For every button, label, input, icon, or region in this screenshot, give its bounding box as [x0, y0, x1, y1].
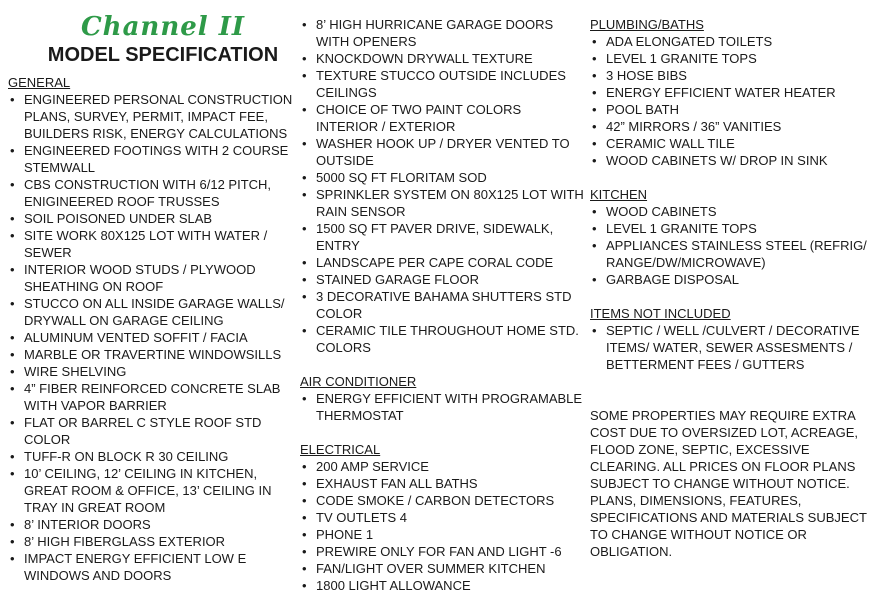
right-column	[590, 16, 880, 560]
spacer	[590, 373, 880, 390]
section-heading-air-conditioner: AIR CONDITIONER	[300, 374, 417, 389]
plumbing-list	[590, 33, 880, 169]
left-column	[8, 0, 296, 584]
section-heading-electrical: ELECTRICAL	[300, 442, 381, 457]
kitchen-list	[590, 203, 880, 288]
list-item: • 1500 SQ FT PAVER DRIVE, SIDEWALK, ENTRY	[300, 220, 585, 254]
list-item: • WASHER HOOK UP / DRYER VENTED TO OUTSIDE	[300, 135, 585, 169]
list-item: • 3 HOSE BIBS	[590, 67, 880, 84]
list-item: • 10’ CEILING, 12’ CEILING IN KITCHEN, GREAT ROOM & OFFICE, 13’ CEILING IN TRAY IN GREAT ROOM	[8, 465, 296, 516]
middle-column	[300, 16, 585, 594]
list-item: • ENERGY EFFICIENT WITH PROGRAMABLE THERMOSTAT	[300, 390, 585, 424]
spacer	[590, 390, 880, 407]
list-item: • PHONE 1	[300, 526, 585, 543]
list-item: • 200 AMP SERVICE	[300, 458, 585, 475]
list-item: • CHOICE OF TWO PAINT COLORS INTERIOR / EXTERIOR	[300, 101, 585, 135]
list-item: • SOIL POISONED UNDER SLAB	[8, 210, 296, 227]
list-item: • ENGINEERED FOOTINGS WITH 2 COURSE STEMWALL	[8, 142, 296, 176]
air-conditioner-list	[300, 390, 585, 424]
disclaimer-text: SOME PROPERTIES MAY REQUIRE EXTRA COST DUE TO OVERSIZED LOT, ACREAGE, FLOOD ZONE, SEPTIC, EXCESSIVE CLEARING. ALL PRICES ON FLOOR PLANS SUBJECT TO CHANGE WITHOUT NOTICE. PLANS, DIMENSIONS, FEATURES, SPECIFICATIONS AND MATERIALS SUBJECT TO CHANGE WITHOUT NOTICE OR OBLIGATION.	[590, 408, 867, 559]
list-item: • CBS CONSTRUCTION WITH 6/12 PITCH, ENIGINEERED ROOF TRUSSES	[8, 176, 296, 210]
not-included-list	[590, 322, 880, 373]
list-item: • PREWIRE ONLY FOR FAN AND LIGHT -6	[300, 543, 585, 560]
spacer	[300, 356, 585, 373]
list-item: • 4” FIBER REINFORCED CONCRETE SLAB WITH VAPOR BARRIER	[8, 380, 296, 414]
list-item: • 1800 LIGHT ALLOWANCE	[300, 577, 585, 594]
list-item: • APPLIANCES STAINLESS STEEL (REFRIG/ RANGE/DW/MICROWAVE)	[590, 237, 880, 271]
list-item: • ALUMINUM VENTED SOFFIT / FACIA	[8, 329, 296, 346]
list-item: • ADA ELONGATED TOILETS	[590, 33, 880, 50]
list-item: • SEPTIC / WELL /CULVERT / DECORATIVE ITEMS/ WATER, SEWER ASSESMENTS / BETTERMENT FEES / GUTTERS	[590, 322, 880, 373]
list-item: • 42” MIRRORS / 36” VANITIES	[590, 118, 880, 135]
list-item: • FAN/LIGHT OVER SUMMER KITCHEN	[300, 560, 585, 577]
list-item: • ENGINEERED PERSONAL CONSTRUCTION PLANS, SURVEY, PERMIT, IMPACT FEE, BUILDERS RISK, ENERGY CALCULATIONS	[8, 91, 296, 142]
spacer	[590, 288, 880, 305]
list-item: • SPRINKLER SYSTEM ON 80X125 LOT WITH RAIN SENSOR	[300, 186, 585, 220]
list-item: • TEXTURE STUCCO OUTSIDE INCLUDES CEILINGS	[300, 67, 585, 101]
general-list	[8, 91, 296, 584]
list-item: • MARBLE OR TRAVERTINE WINDOWSILLS	[8, 346, 296, 363]
list-item: • ENERGY EFFICIENT WATER HEATER	[590, 84, 880, 101]
section-heading-general: GENERAL	[8, 75, 71, 90]
list-item: • FLAT OR BARREL C STYLE ROOF STD COLOR	[8, 414, 296, 448]
list-item: • LEVEL 1 GRANITE TOPS	[590, 50, 880, 67]
spacer	[590, 169, 880, 186]
electrical-list	[300, 458, 585, 594]
list-item: • 5000 SQ FT FLORITAM SOD	[300, 169, 585, 186]
list-item: • WOOD CABINETS	[590, 203, 880, 220]
list-item: • LEVEL 1 GRANITE TOPS	[590, 220, 880, 237]
list-item: • CODE SMOKE / CARBON DETECTORS	[300, 492, 585, 509]
list-item: • IMPACT ENERGY EFFICIENT LOW E WINDOWS AND DOORS	[8, 550, 296, 584]
list-item: • EXHAUST FAN ALL BATHS	[300, 475, 585, 492]
general-continued-list	[300, 16, 585, 356]
section-heading-kitchen: KITCHEN	[590, 187, 648, 202]
list-item: • CERAMIC WALL TILE	[590, 135, 880, 152]
list-item: • GARBAGE DISPOSAL	[590, 271, 880, 288]
spacer	[300, 424, 585, 441]
list-item: • WIRE SHELVING	[8, 363, 296, 380]
list-item: • CERAMIC TILE THROUGHOUT HOME STD. COLORS	[300, 322, 585, 356]
brand-logo-text: Channel II	[80, 12, 246, 42]
list-item: • STAINED GARAGE FLOOR	[300, 271, 585, 288]
list-item: • 8’ INTERIOR DOORS	[8, 516, 296, 533]
page-title: MODEL SPECIFICATION	[47, 44, 279, 66]
list-item: • POOL BATH	[590, 101, 880, 118]
list-item: • INTERIOR WOOD STUDS / PLYWOOD SHEATHING ON ROOF	[8, 261, 296, 295]
list-item: • KNOCKDOWN DRYWALL TEXTURE	[300, 50, 585, 67]
list-item: • LANDSCAPE PER CAPE CORAL CODE	[300, 254, 585, 271]
list-item: • WOOD CABINETS W/ DROP IN SINK	[590, 152, 880, 169]
list-item: • 8’ HIGH HURRICANE GARAGE DOORS WITH OPENERS	[300, 16, 585, 50]
list-item: • SITE WORK 80X125 LOT WITH WATER / SEWER	[8, 227, 296, 261]
list-item: • 8’ HIGH FIBERGLASS EXTERIOR	[8, 533, 296, 550]
list-item: • 3 DECORATIVE BAHAMA SHUTTERS STD COLOR	[300, 288, 585, 322]
list-item: • TV OUTLETS 4	[300, 509, 585, 526]
list-item: • STUCCO ON ALL INSIDE GARAGE WALLS/ DRYWALL ON GARAGE CEILING	[8, 295, 296, 329]
list-item: • TUFF-R ON BLOCK R 30 CEILING	[8, 448, 296, 465]
section-heading-plumbing: PLUMBING/BATHS	[590, 17, 704, 32]
section-heading-not-included: ITEMS NOT INCLUDED	[590, 306, 731, 321]
